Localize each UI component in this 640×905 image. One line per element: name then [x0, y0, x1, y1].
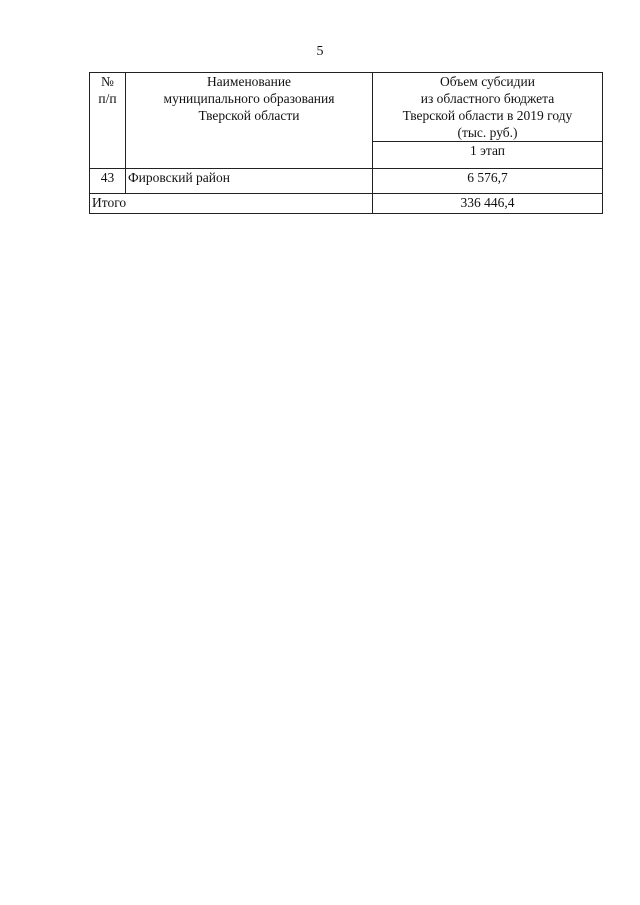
subsidy-table	[89, 72, 603, 214]
header-name-line-2: муниципального образования	[163, 91, 335, 106]
header-amount	[373, 73, 603, 142]
total-amount: 336 446,4	[373, 194, 603, 214]
total-label: Итого	[90, 194, 373, 214]
row-number: 43	[90, 169, 126, 194]
page-number: 5	[316, 44, 324, 59]
header-number-line-2: п/п	[98, 91, 117, 106]
header-amount-line-1: Объем субсидии	[440, 74, 535, 89]
header-amount-line-2: из областного бюджета	[420, 91, 555, 106]
header-name-line-3: Тверской области	[198, 108, 300, 123]
row-municipality-name: Фировский район	[126, 169, 373, 194]
table-total-row	[90, 194, 603, 214]
header-stage: 1 этап	[373, 142, 603, 169]
header-name-line-1: Наименование	[206, 74, 292, 89]
header-number	[90, 73, 126, 169]
header-amount-line-3: Тверской области в 2019 году	[402, 108, 573, 123]
header-name	[126, 73, 373, 169]
table-header-row	[90, 73, 603, 142]
table-row	[90, 169, 603, 194]
header-number-line-1: №	[101, 74, 114, 89]
header-amount-line-4: (тыс. руб.)	[457, 125, 518, 140]
row-amount: 6 576,7	[373, 169, 603, 194]
